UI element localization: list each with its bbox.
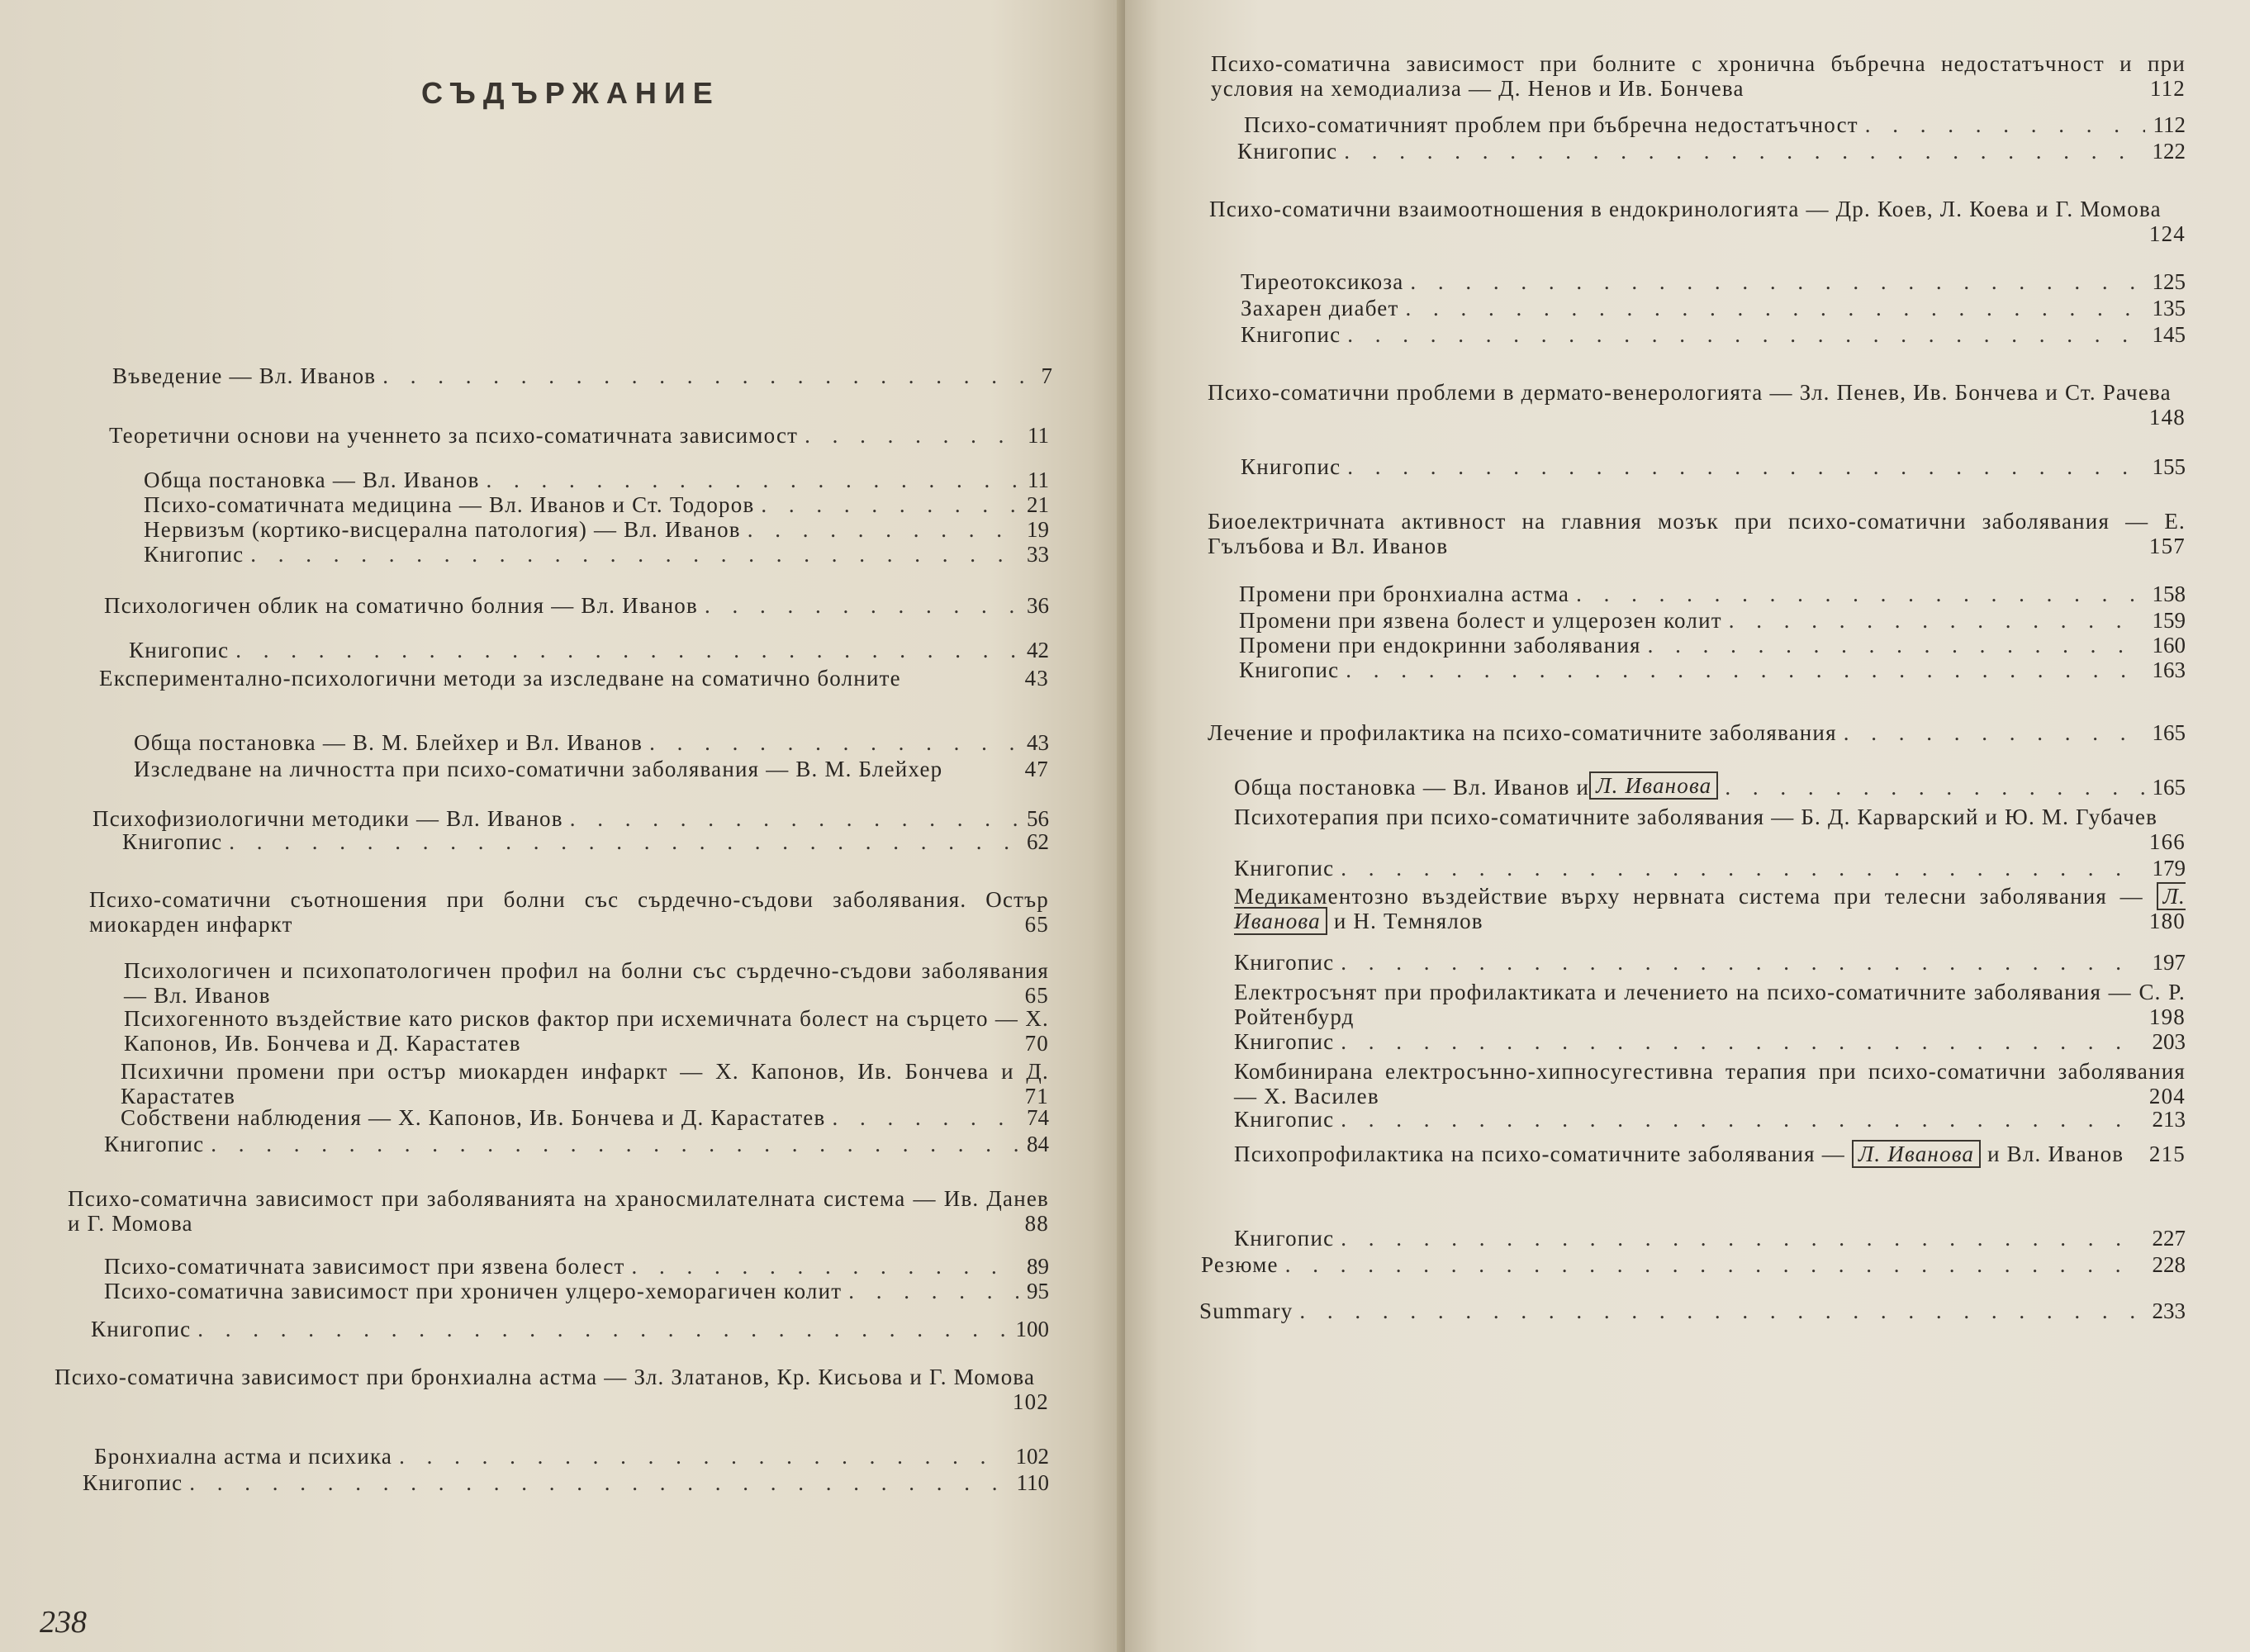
toc-entry: Книгопис . . . 179 bbox=[1234, 856, 2186, 881]
toc-entry: Книгопис . . . 33 bbox=[144, 542, 1049, 567]
toc-entry: Психогенното въздействие като рисков фактор при исхемичната болест на сърцето — Х. Капонов, Ив. Бончева и Д. Карастатев 70 bbox=[124, 1006, 1049, 1056]
toc-entry: Бронхиална астма и психика . . . 102 bbox=[94, 1444, 1049, 1469]
toc-entry: Психо-соматична зависимост при заболяванията на храносмилателната система — Ив. Данев и Г. Момова 88 bbox=[68, 1186, 1049, 1236]
toc-entry: Тиреотоксикоза . . . 125 bbox=[1241, 269, 2186, 294]
toc-entry: Психо-соматична зависимост при болните с хронична бъбречна недостатъчност и при условия на хемодиализа — Д. Ненов и Ив. Бончева 112 bbox=[1211, 51, 2186, 101]
toc-entry: Книгопис . . . 122 bbox=[1237, 139, 2186, 164]
page-title: СЪДЪРЖАНИЕ bbox=[421, 76, 720, 110]
toc-entry: Книгопис . . . 227 bbox=[1234, 1226, 2186, 1251]
toc-entry: Книгопис . . . 163 bbox=[1239, 657, 2186, 682]
toc-entry: Психотерапия при психо-соматичните заболявания — Б. Д. Карварский и Ю. М. Губачев 166 bbox=[1234, 805, 2186, 854]
toc-entry: Психофизиологични методики — Вл. Иванов . . . 56 bbox=[93, 806, 1049, 831]
toc-entry: Психо-соматични съотношения при болни със сърдечно-съдови заболявания. Остър миокарден инфаркт 65 bbox=[89, 887, 1049, 937]
toc-entry: Нервизъм (кортико-висцерална патология) — Вл. Иванов . . . 19 bbox=[144, 517, 1049, 542]
toc-entry: Комбинирана електросънно-хипносугестивна терапия при психо-соматични заболявания — Х. Василев 204 bbox=[1234, 1059, 2186, 1108]
right-page bbox=[1125, 0, 2250, 1652]
toc-entry: Книгопис . . . 197 bbox=[1234, 950, 2186, 975]
toc-entry: Книгопис . . . 42 bbox=[129, 638, 1049, 662]
toc-entry: Психологичен облик на соматично болния — Вл. Иванов . . . 36 bbox=[104, 593, 1049, 618]
toc-entry: Обща постановка — Вл. Иванов . . . 11 bbox=[144, 468, 1049, 492]
toc-entry: Книгопис . . . 155 bbox=[1241, 454, 2186, 479]
toc-entry: Психо-соматичният проблем при бъбречна недостатъчност . . . 112 bbox=[1244, 112, 2186, 137]
toc-entry: Психопрофилактика на психо-соматичните заболявания — Л. Иванова и Вл. Иванов 215 bbox=[1234, 1142, 2186, 1166]
toc-entry: Книгопис . . . 110 bbox=[83, 1470, 1049, 1495]
page-number: 238 bbox=[40, 1605, 87, 1640]
toc-entry: Психо-соматична зависимост при хроничен улцеро-хеморагичен колит . . . 95 bbox=[104, 1279, 1049, 1303]
toc-entry: Промени при язвена болест и улцерозен колит . . . 159 bbox=[1239, 608, 2186, 633]
toc-entry: Книгопис . . . 84 bbox=[104, 1132, 1049, 1156]
toc-entry: Психо-соматичната зависимост при язвена болест . . . 89 bbox=[104, 1254, 1049, 1279]
toc-entry: Резюме . . . 228 bbox=[1201, 1252, 2186, 1277]
toc-entry: Психо-соматична зависимост при бронхиална астма — Зл. Златанов, Кр. Кисьова и Г. Момова 102 bbox=[55, 1365, 1049, 1414]
toc-entry: Психични промени при остър миокарден инфаркт — Х. Капонов, Ив. Бончева и Д. Карастатев 71 bbox=[121, 1059, 1049, 1108]
toc-entry: Биоелектричната активност на главния мозък при психо-соматични заболявания — Е. Гълъбова и Вл. Иванов 157 bbox=[1208, 509, 2186, 558]
toc-entry: Собствени наблюдения — Х. Капонов, Ив. Бончева и Д. Карастатев . . . 74 bbox=[121, 1105, 1049, 1130]
toc-entry: Обща постановка — Вл. Иванов и Л. Иванова . . . 165 bbox=[1234, 771, 2186, 800]
toc-entry: Обща постановка — В. М. Блейхер и Вл. Иванов . . . 43 bbox=[134, 730, 1049, 755]
toc-entry: Лечение и профилактика на психо-соматичните заболявания . . . 165 bbox=[1208, 720, 2186, 745]
toc-entry: Книгопис . . . 100 bbox=[91, 1317, 1049, 1341]
toc-entry: Теоретични основи на ученнето за психо-соматичната зависимост . . . 11 bbox=[109, 423, 1049, 448]
toc-entry: Книгопис . . . 145 bbox=[1241, 322, 2186, 347]
toc-entry: Психо-соматични проблеми в дермато-венерологията — Зл. Пенев, Ив. Бончева и Ст. Рачева 148 bbox=[1208, 380, 2186, 430]
toc-entry: Психо-соматични взаимоотношения в ендокринологията — Др. Коев, Л. Коева и Г. Момова 124 bbox=[1209, 197, 2186, 246]
toc-entry: Психологичен и психопатологичен профил на болни със сърдечно-съдови заболявания — Вл. Иванов 65 bbox=[124, 958, 1049, 1008]
toc-entry: Изследване на личността при психо-соматични заболявания — В. М. Блейхер 47 bbox=[134, 757, 1049, 781]
toc-entry: Експериментално-психологични методи за изследване на соматично болните 43 bbox=[99, 666, 1049, 691]
toc-entry: Въведение — Вл. Иванов . . . 7 bbox=[112, 363, 1052, 388]
toc-entry: Summary . . . 233 bbox=[1199, 1298, 2186, 1323]
toc-entry: Промени при ендокринни заболявания . . . 160 bbox=[1239, 633, 2186, 657]
toc-entry: Книгопис . . . 213 bbox=[1234, 1107, 2186, 1132]
toc-entry: Електросънят при профилактиката и лечението на психо-соматичните заболявания — С. Р. Ройтенбурд 198 bbox=[1234, 980, 2186, 1029]
toc-entry: Книгопис . . . 203 bbox=[1234, 1029, 2186, 1054]
toc-entry: Психо-соматичната медицина — Вл. Иванов и Ст. Тодоров . . . 21 bbox=[144, 492, 1049, 517]
toc-entry: Промени при бронхиална астма . . . 158 bbox=[1239, 582, 2186, 606]
toc-entry: Захарен диабет . . . 135 bbox=[1241, 296, 2186, 320]
toc-entry: Книгопис . . . 62 bbox=[122, 829, 1049, 854]
toc-entry: Медикаментозно въздействие върху нервната система при телесни заболявания — Л. Иванова и Н. Темнялов 180 bbox=[1234, 884, 2186, 933]
